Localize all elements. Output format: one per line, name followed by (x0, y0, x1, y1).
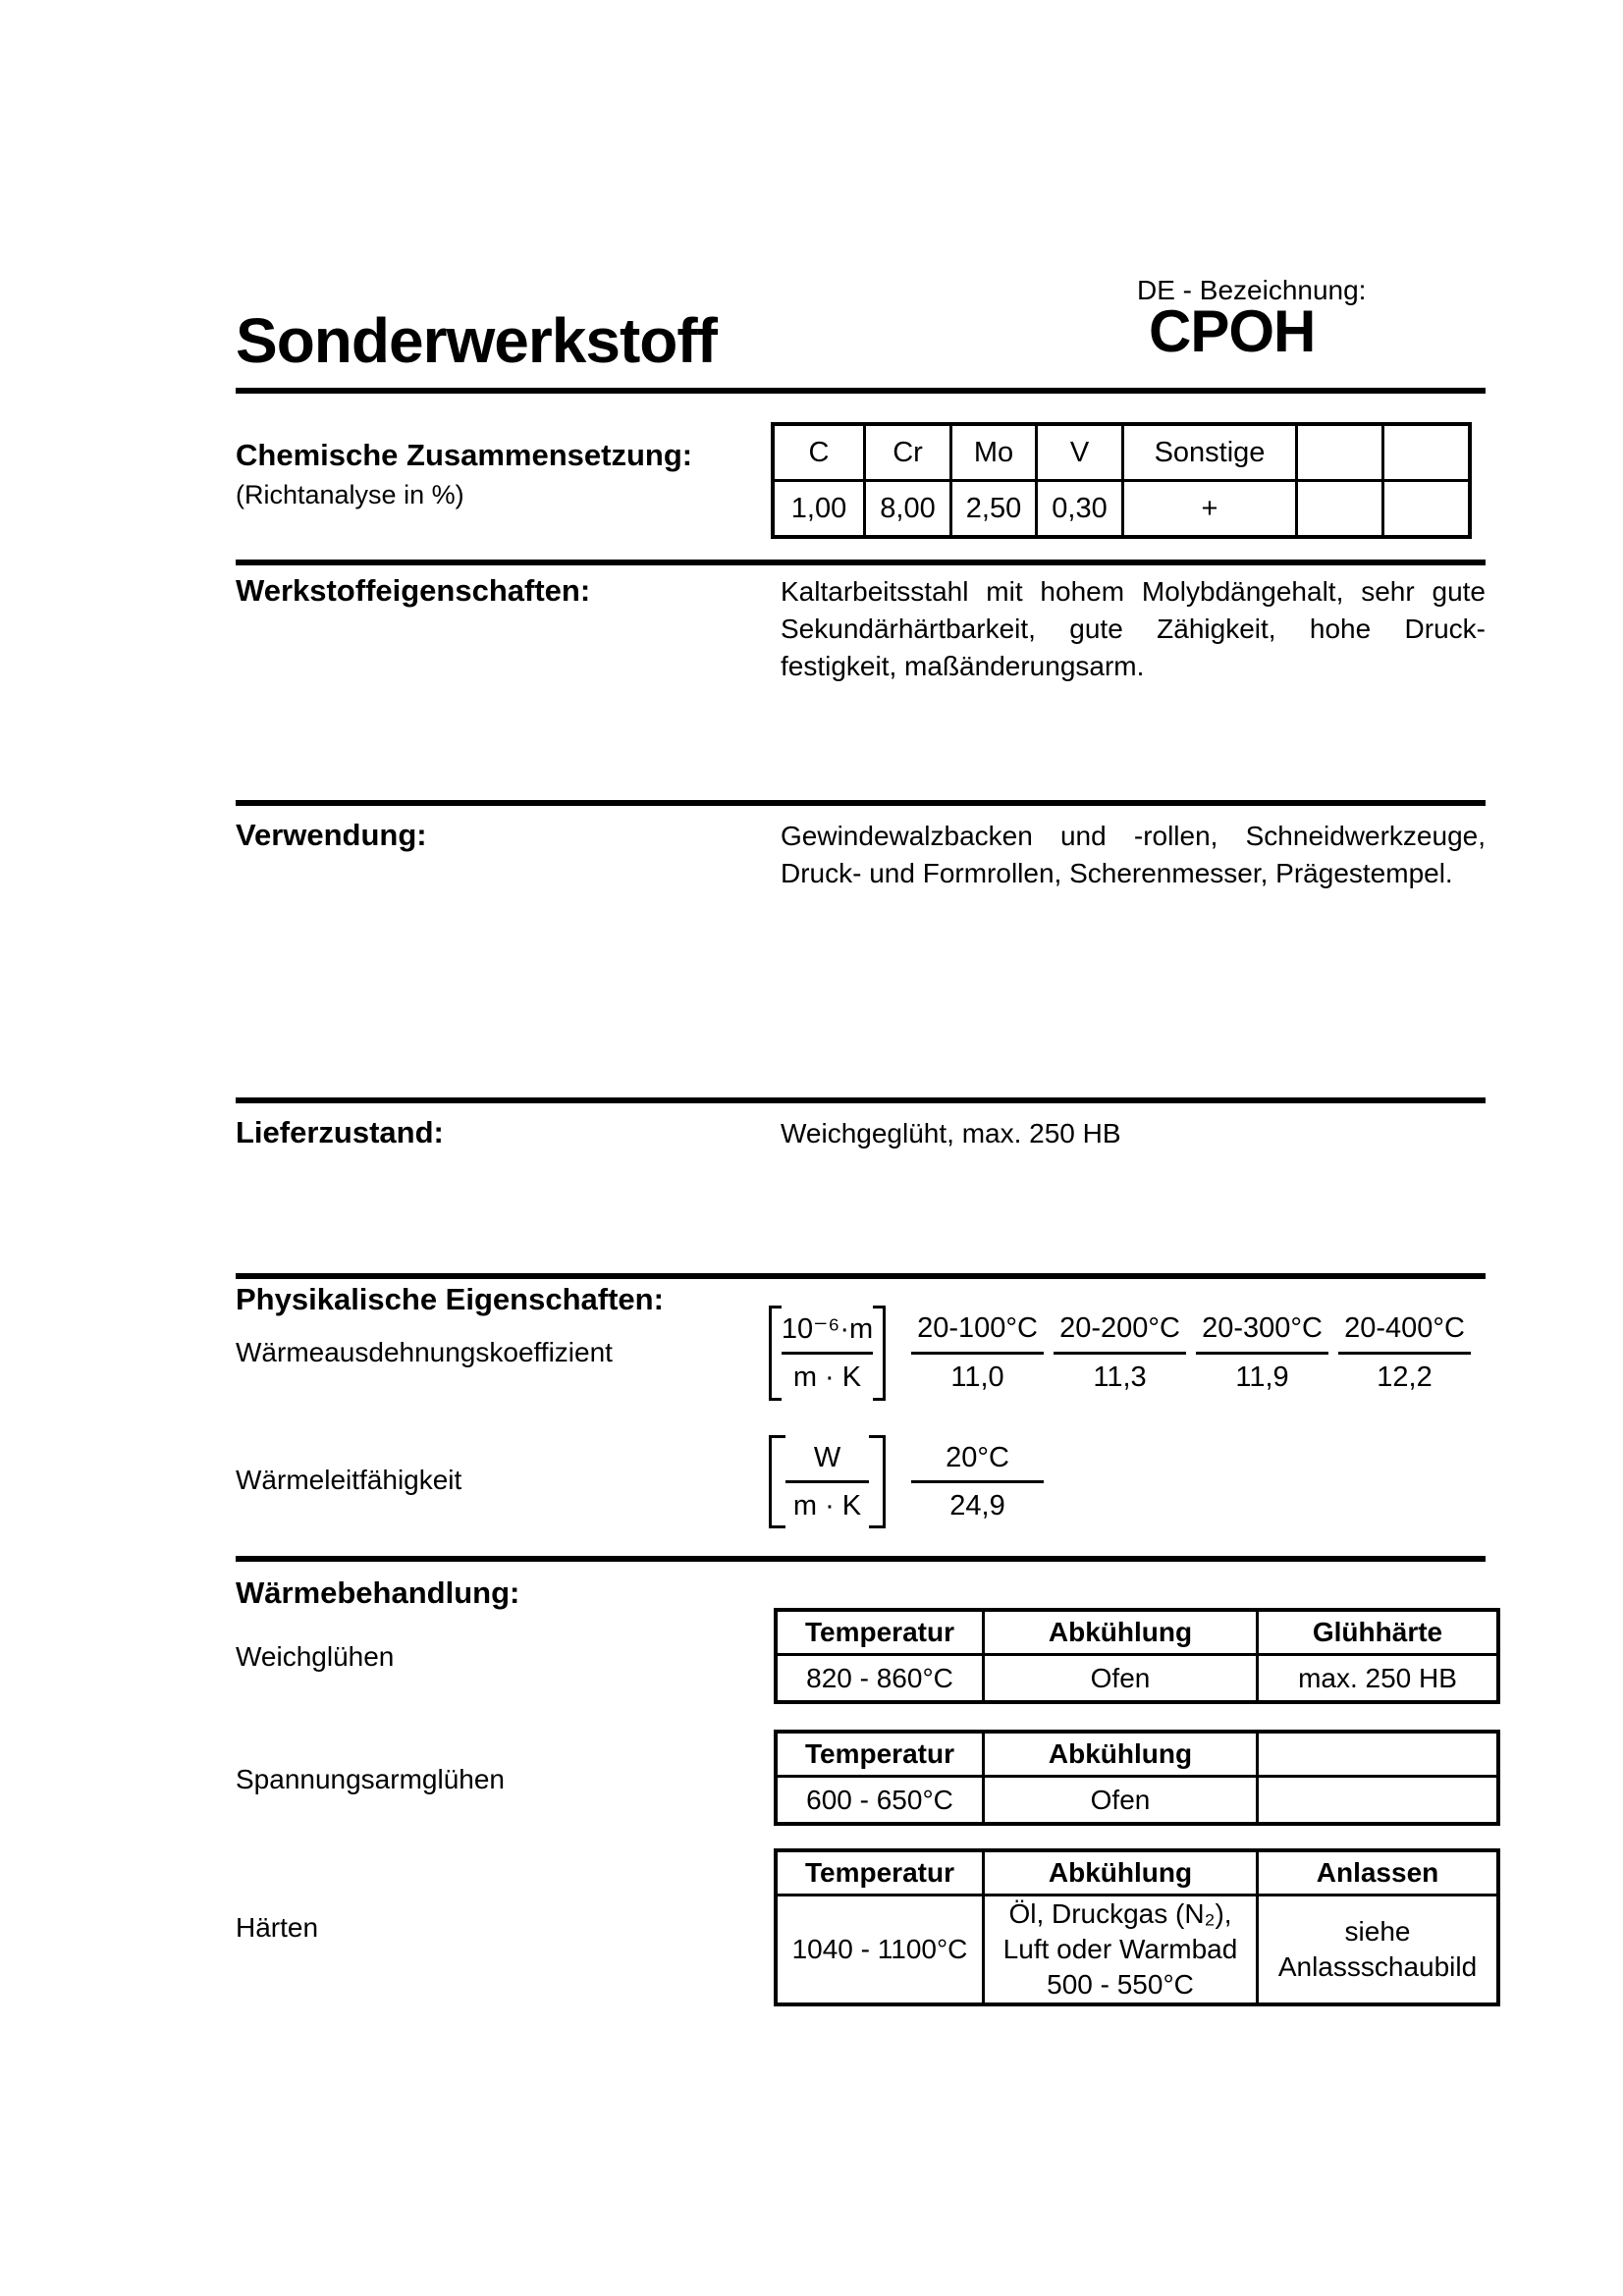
temperature-range: 20-100°C (917, 1312, 1038, 1344)
spannungsarmgluehen-table (774, 1730, 1500, 1826)
chem-col-header (1297, 424, 1383, 481)
right-bracket (873, 1306, 886, 1401)
column-header: Glühhärte (1258, 1610, 1499, 1655)
temperature-range: 20-300°C (1202, 1312, 1323, 1344)
expansion-column (1196, 1306, 1328, 1401)
delivery-value: Weichgeglüht, max. 250 HB (781, 1118, 1121, 1148)
process-label-haerten: Härten (236, 1912, 319, 1943)
column-header: Abkühlung (984, 1732, 1258, 1777)
chem-value: 1,00 (773, 481, 865, 538)
expansion-column (911, 1306, 1044, 1401)
divider-rule (236, 1097, 1486, 1103)
chem-col-header (1383, 424, 1471, 481)
table-row (776, 1610, 1498, 1655)
expansion-column (1338, 1306, 1471, 1401)
chem-value: 8,00 (865, 481, 951, 538)
table-row (776, 1850, 1498, 1896)
expansion-column (1054, 1306, 1186, 1401)
chem-col-header: C (773, 424, 865, 481)
conductivity-unit-fraction (769, 1435, 886, 1528)
table-row (773, 424, 1470, 481)
column-header: Temperatur (776, 1850, 984, 1896)
table-cell: 600 - 650°C (776, 1777, 984, 1825)
chem-value (1297, 481, 1383, 538)
table-row (776, 1896, 1498, 2005)
divider-rule (236, 388, 1486, 394)
chemical-composition-table (771, 422, 1472, 539)
left-bracket (769, 1435, 785, 1528)
coefficient-value: 11,0 (950, 1362, 1004, 1393)
delivery-heading: Lieferzustand: (236, 1115, 444, 1149)
table-cell: 820 - 860°C (776, 1655, 984, 1703)
chem-col-header: Cr (865, 424, 951, 481)
table-row (776, 1655, 1498, 1703)
chem-col-header: V (1037, 424, 1123, 481)
chem-value: 2,50 (951, 481, 1037, 538)
weichgluehen-table (774, 1608, 1500, 1704)
chem-value: 0,30 (1037, 481, 1123, 538)
table-row (776, 1732, 1498, 1777)
heat-treatment-heading: Wärmebehandlung: (236, 1575, 520, 1610)
column-header: Abkühlung (984, 1850, 1258, 1896)
chemical-heading: Chemische Zusammensetzung: (236, 438, 693, 472)
table-cell: Ofen (984, 1777, 1258, 1825)
usage-text (781, 818, 1486, 892)
chem-col-header: Sonstige (1123, 424, 1297, 481)
table-cell: max. 250 HB (1258, 1655, 1499, 1703)
coefficient-value: 11,3 (1093, 1362, 1147, 1393)
table-row (773, 481, 1470, 538)
right-bracket (869, 1435, 886, 1528)
page-title: Sonderwerkstoff (236, 305, 717, 376)
conductivity-label: Wärmeleitfähigkeit (236, 1465, 462, 1495)
expansion-columns (911, 1306, 1481, 1401)
table-cell: siehe Anlassschaubild (1258, 1896, 1499, 2005)
chem-value (1383, 481, 1471, 538)
column-header: Abkühlung (984, 1610, 1258, 1655)
process-label-spannungsarmgluehen: Spannungsarmglühen (236, 1764, 505, 1794)
table-cell: Ofen (984, 1655, 1258, 1703)
expansion-label: Wärmeausdehnungskoeffizient (236, 1337, 613, 1367)
coefficient-value: 11,9 (1235, 1362, 1289, 1393)
coefficient-value: 12,2 (1377, 1362, 1433, 1393)
temperature-range: 20-400°C (1344, 1312, 1465, 1344)
text-line: Kaltarbeitsstahl mit hohem Molybdängehalt, sehr gute (781, 576, 1486, 607)
unit-fraction (785, 1435, 869, 1528)
unit-denominator: m · K (792, 1362, 862, 1393)
designation-value: CPOH (1149, 298, 1316, 364)
material-properties-heading: Werkstoffeigenschaften: (236, 573, 591, 608)
conductivity-value: 24,9 (949, 1489, 1005, 1522)
text-line: Gewindewalzbacken und -rollen, Schneidwerkzeuge, (781, 821, 1486, 851)
column-header: Temperatur (776, 1610, 984, 1655)
conductivity-column (911, 1435, 1044, 1528)
table-cell (1258, 1777, 1499, 1825)
haerten-table (774, 1848, 1500, 2006)
column-header: Temperatur (776, 1732, 984, 1777)
conductivity-columns (911, 1435, 1054, 1528)
unit-denominator: m · K (792, 1489, 862, 1522)
unit-numerator: 10⁻⁶·m (781, 1313, 874, 1345)
chem-value: + (1123, 481, 1297, 538)
chemical-subheading: (Richtanalyse in %) (236, 480, 464, 509)
column-header (1258, 1732, 1499, 1777)
divider-rule (236, 1556, 1486, 1562)
process-label-weichgluehen: Weichglühen (236, 1641, 395, 1672)
text-line: Druck- und Formrollen, Scherenmesser, Prägestempel. (781, 858, 1453, 888)
unit-fraction (782, 1306, 873, 1401)
text-line: Sekundärhärtbarkeit, gute Zähigkeit, hohe Druck- (781, 614, 1486, 644)
divider-rule (236, 560, 1486, 565)
table-cell: 1040 - 1100°C (776, 1896, 984, 2005)
expansion-unit-fraction (769, 1306, 886, 1401)
unit-numerator: W (813, 1441, 841, 1473)
chem-col-header: Mo (951, 424, 1037, 481)
table-row (776, 1777, 1498, 1825)
temperature-range: 20-200°C (1059, 1312, 1180, 1344)
left-bracket (769, 1306, 782, 1401)
usage-heading: Verwendung: (236, 818, 427, 852)
designation-label: DE - Bezeichnung: (1137, 275, 1367, 305)
physical-heading: Physikalische Eigenschaften: (236, 1282, 664, 1316)
text-line: festigkeit, maßänderungsarm. (781, 651, 1145, 681)
divider-rule (236, 1273, 1486, 1279)
material-properties-text (781, 573, 1486, 685)
divider-rule (236, 800, 1486, 806)
table-cell: Öl, Druckgas (N₂), Luft oder Warmbad 500 - 550°C (984, 1896, 1258, 2005)
column-header: Anlassen (1258, 1850, 1499, 1896)
temperature-range: 20°C (946, 1441, 1009, 1473)
